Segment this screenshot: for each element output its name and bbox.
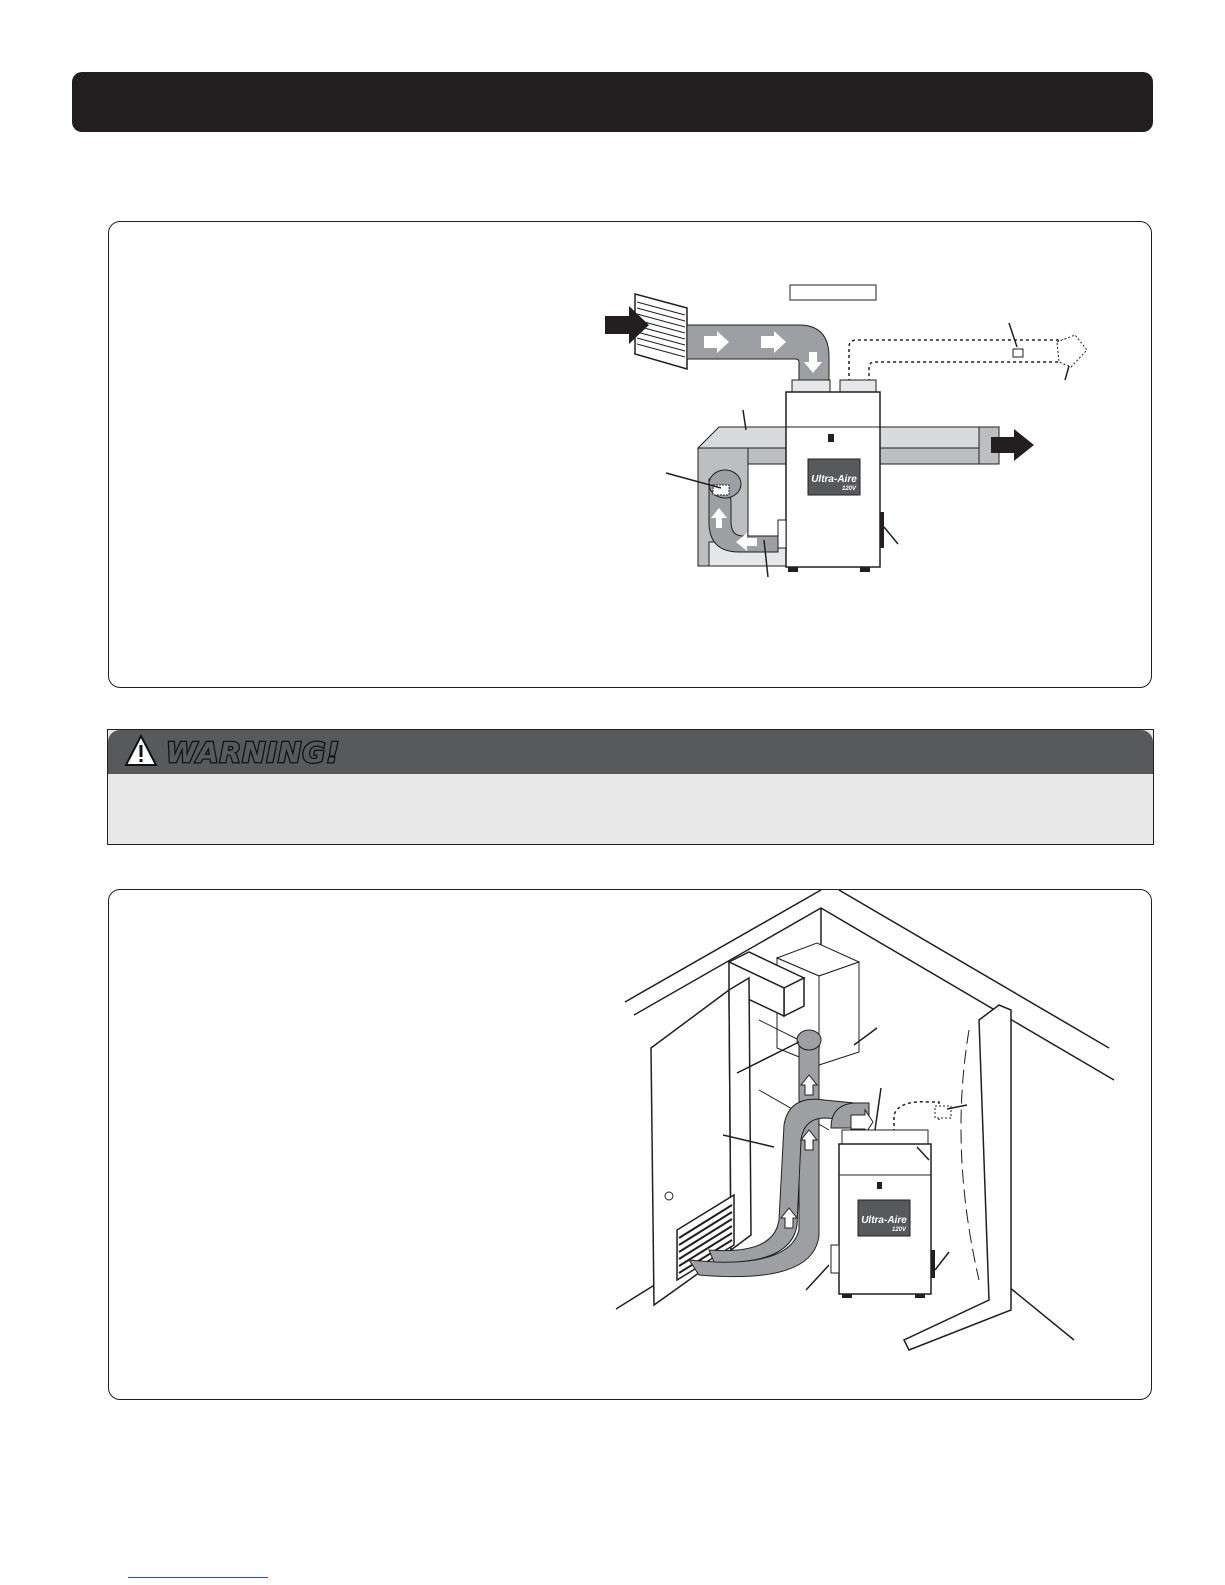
unit-logo-brand: Ultra-Aire <box>811 474 857 485</box>
warning-header <box>108 730 1153 774</box>
ducted-installation-diagram <box>109 222 1153 689</box>
unit-logo-model: 120V <box>891 1227 907 1233</box>
figure-ducted-installation <box>108 221 1152 688</box>
figure-closet-installation <box>108 889 1152 1400</box>
dehumidifier-unit <box>831 1130 935 1298</box>
section-header-bar <box>72 72 1153 132</box>
warning-title: WARNING! <box>166 736 341 769</box>
return-grille-icon <box>635 294 687 369</box>
unit-logo-brand: Ultra-Aire <box>861 1215 907 1226</box>
unit-logo-model: 120V <box>841 486 857 492</box>
warning-box <box>107 729 1154 845</box>
warning-triangle-icon <box>124 734 158 768</box>
footer-link-rule <box>128 1577 268 1578</box>
closet-installation-diagram <box>109 890 1153 1401</box>
